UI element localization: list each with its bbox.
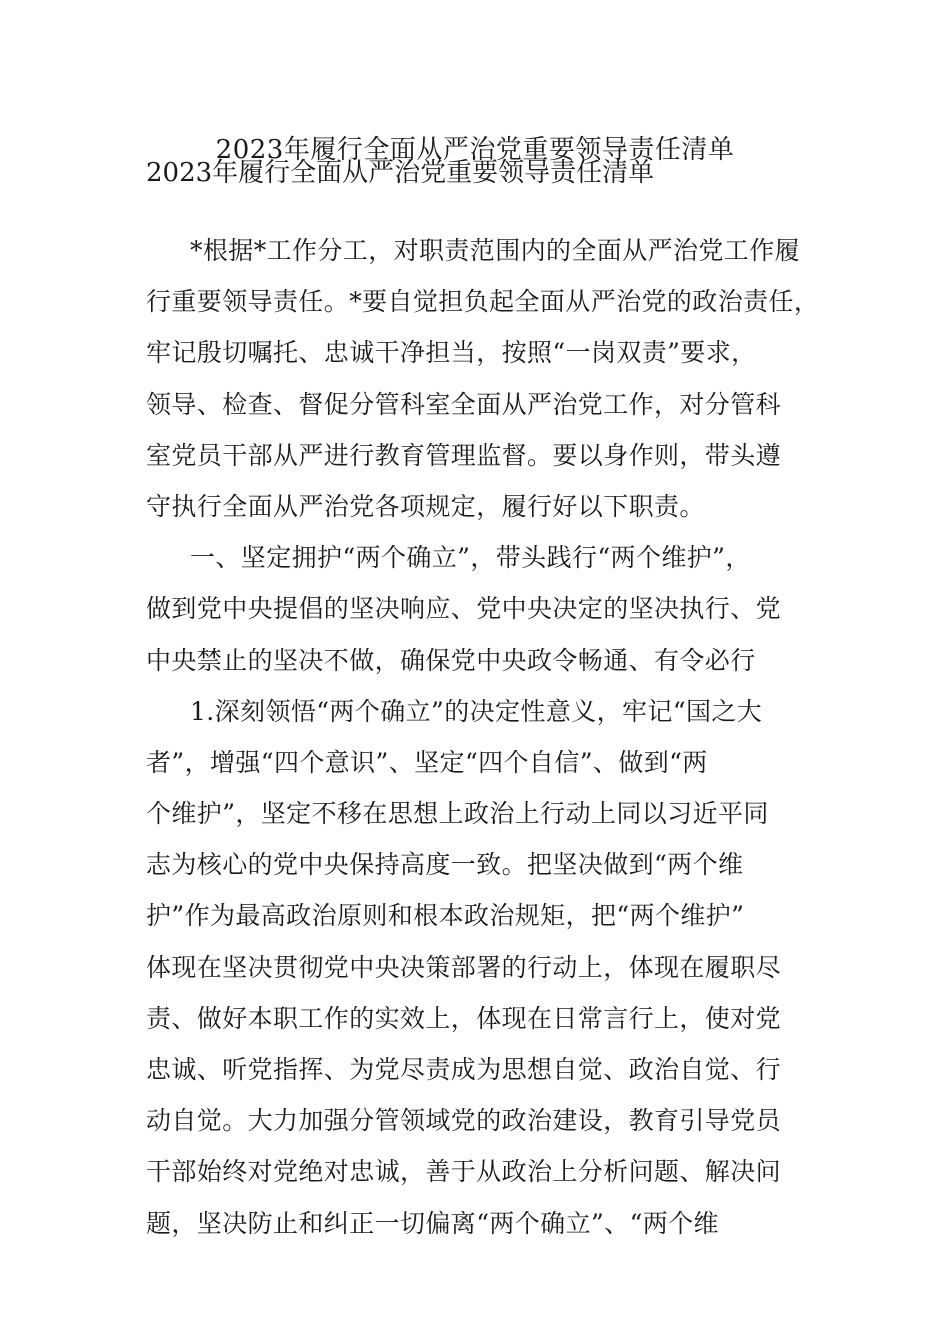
paragraph-line: 题，坚决防止和纠正一切偏离“两个确立”、“两个维 bbox=[146, 1208, 719, 1238]
paragraph-line: 行重要领导责任。*要自觉担负起全面从严治党的政治责任， bbox=[146, 287, 820, 317]
paragraph-line: 护”作为最高政治原则和根本政治规矩，把“两个维护” bbox=[146, 901, 745, 931]
paragraph-line: *根据*工作分工，对职责范围内的全面从严治党工作履 bbox=[190, 236, 801, 265]
section-heading-line: 做到党中央提倡的坚决响应、党中央决定的坚决执行、党 bbox=[146, 594, 782, 624]
paragraph-line: 动自觉。大力加强分管领域党的政治建设，教育引导党员 bbox=[146, 1106, 782, 1136]
document-body bbox=[146, 225, 820, 1249]
document-subtitle: 2023年履行全面从严治党重要领导责任清单 bbox=[146, 158, 655, 188]
section-heading-line: 中央禁止的坚决不做，确保党中央政令畅通、有令必行 bbox=[146, 645, 756, 675]
section-heading-line: 一、坚定拥护“两个确立”，带头践行“两个维护”， bbox=[190, 543, 751, 573]
document-title: 2023年履行全面从严治党重要领导责任清单 bbox=[215, 135, 735, 165]
paragraph-line: 志为核心的党中央保持高度一致。把坚决做到“两个维 bbox=[146, 850, 744, 880]
paragraph-line: 1.深刻领悟“两个确立”的决定性意义，牢记“国之大 bbox=[190, 696, 763, 726]
paragraph-line: 牢记殷切嘱托、忠诚干净担当，按照“一岗双责”要求， bbox=[146, 338, 757, 368]
paragraph-line: 领导、检查、督促分管科室全面从严治党工作，对分管科 bbox=[146, 389, 782, 419]
paragraph-line: 室党员干部从严进行教育管理监督。要以身作则，带头遵 bbox=[146, 440, 782, 470]
paragraph-line: 忠诚、听党指挥、为党尽责成为思想自觉、政治自觉、行 bbox=[146, 1055, 782, 1084]
paragraph-line: 体现在坚决贯彻党中央决策部署的行动上，体现在履职尽 bbox=[146, 952, 782, 982]
paragraph-line: 个维护”，坚定不移在思想上政治上行动上同以习近平同 bbox=[146, 799, 769, 829]
paragraph-line: 守执行全面从严治党各项规定，履行好以下职责。 bbox=[146, 491, 705, 521]
paragraph-line: 责、做好本职工作的实效上，体现在日常言行上，使对党 bbox=[146, 1003, 782, 1033]
paragraph-line: 干部始终对党绝对忠诚，善于从政治上分析问题、解决问 bbox=[146, 1157, 782, 1187]
paragraph-line: 者”，增强“四个意识”、坚定“四个自信”、做到“两 bbox=[146, 747, 708, 777]
